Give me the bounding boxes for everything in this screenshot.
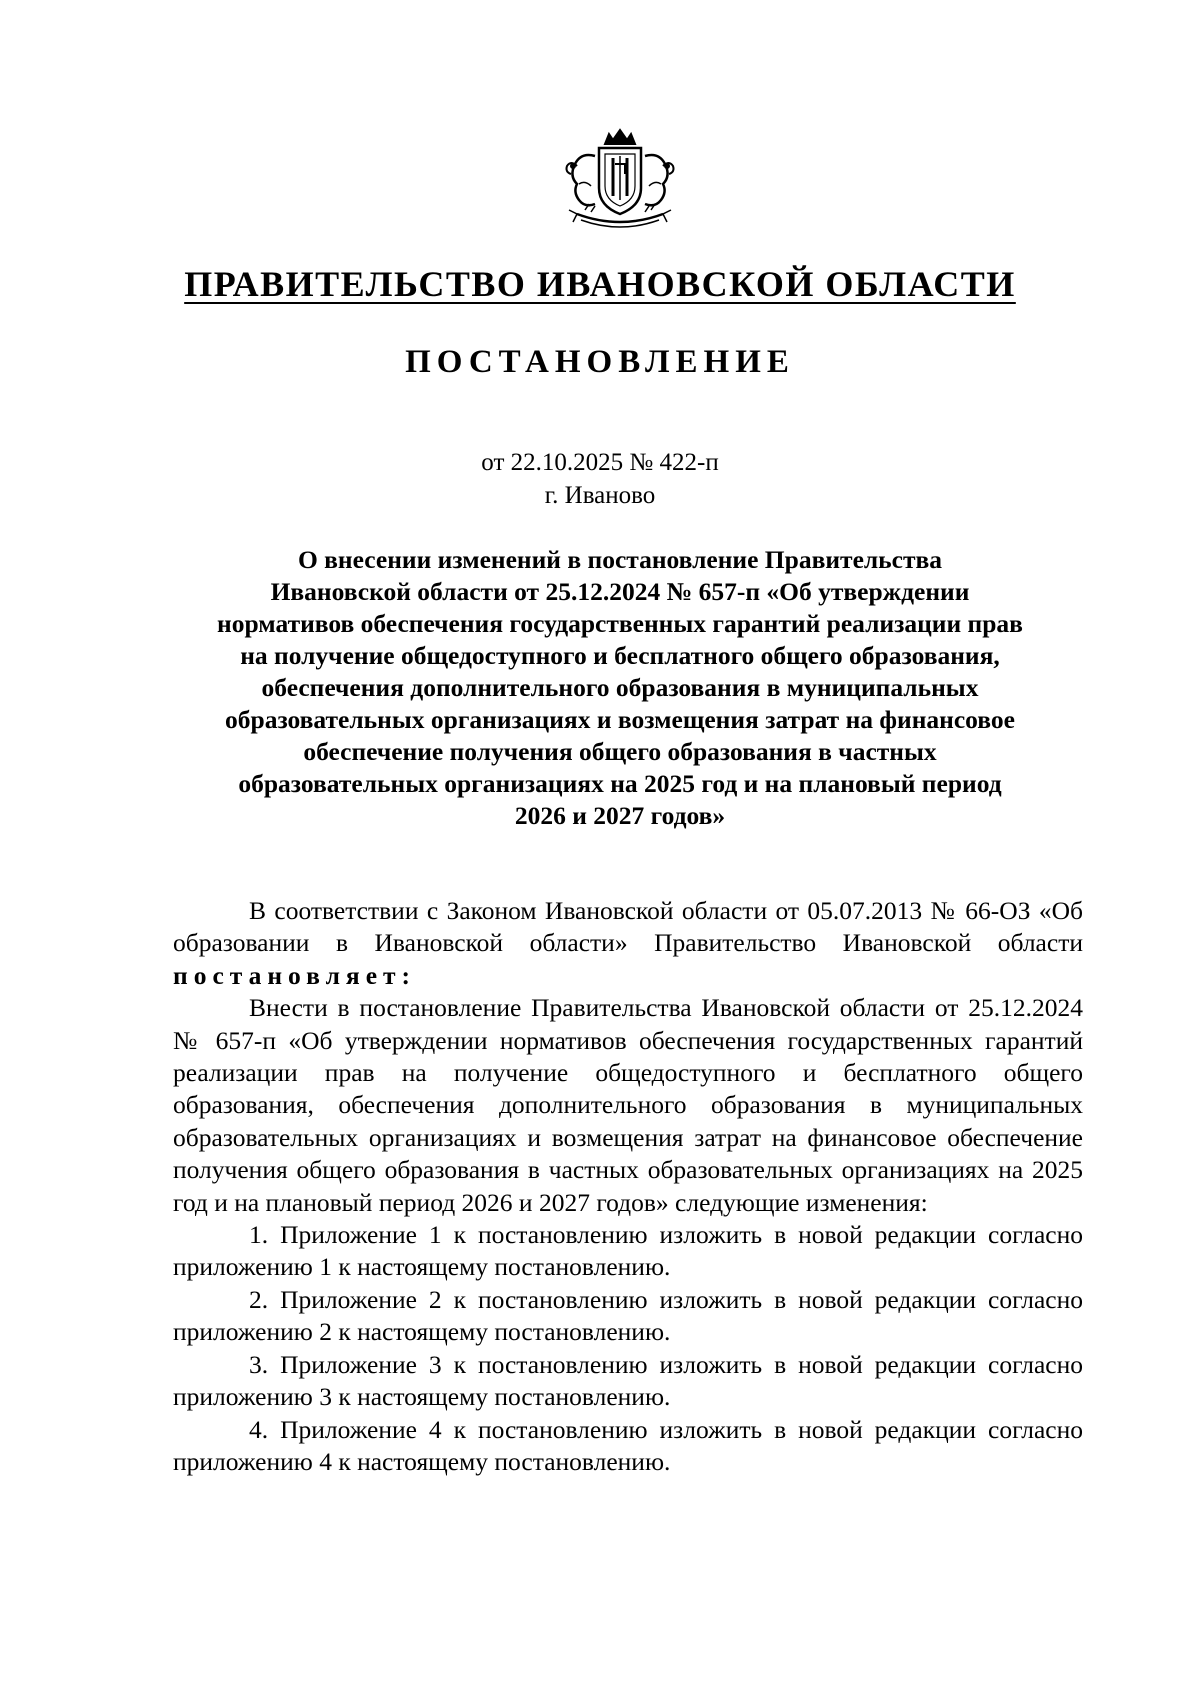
preamble-paragraph: [173, 895, 1083, 992]
subject-line: О внесении изменений в постановление Правительства: [297, 545, 943, 574]
resolves-keyword: постановляет:: [173, 960, 417, 990]
body-paragraph: Внести в постановление Правительства Ивановской области от 25.12.2024 № 657-п «Об утверждении нормативов обеспечения государственных гарантий реализации прав на получение общедоступного и бесплатного общего образования, обеспечения дополнительного образования в муниципальных образовательных организациях и возмещения затрат на финансовое обеспечение получения общего образования в частных образовательных организациях на 2025 год и на плановый период 2026 и 2027 годов» следующие изменения:: [173, 993, 1083, 1217]
document-meta: [0, 446, 1200, 512]
body-paragraph: 4. Приложение 4 к постановлению изложить в новой редакции согласно приложению 4 к настоящему постановлению.: [173, 1414, 1083, 1476]
body-paragraph: 3. Приложение 3 к постановлению изложить в новой редакции согласно приложению 3 к настоящему постановлению.: [173, 1349, 1083, 1412]
subject-line: обеспечения дополнительного образования в муниципальных: [261, 673, 979, 702]
body-paragraph: 1. Приложение 1 к постановлению изложить в новой редакции согласно приложению 1 к настоящему постановлению.: [173, 1220, 1083, 1282]
document-date-number: от 22.10.2025 № 422-п: [481, 449, 719, 476]
subject-line: обеспечение получения общего образования в частных: [303, 737, 937, 766]
subject-line: 2026 и 2027 годов»: [514, 801, 726, 830]
subject-line: на получение общедоступного и бесплатного общего образования,: [240, 641, 1000, 670]
preamble-text: В соответствии с Законом Ивановской области от 05.07.2013 № 66-ОЗ «Об образовании в Ивановской области» Правительство Ивановской области: [173, 896, 1083, 958]
organization-title: ПРАВИТЕЛЬСТВО ИВАНОВСКОЙ ОБЛАСТИ: [184, 264, 1016, 304]
ivanovo-coat-of-arms-icon: [555, 126, 685, 236]
document-type: ПОСТАНОВЛЕНИЕ: [405, 344, 795, 380]
subject-line: образовательных организациях на 2025 год и на плановый период: [238, 769, 1002, 798]
subject-line: Ивановской области от 25.12.2024 № 657-п «Об утверждении: [270, 577, 970, 606]
document-body: [173, 895, 1083, 1478]
subject-line: образовательных организациях и возмещения затрат на финансовое: [225, 705, 1015, 734]
document-subject: [170, 544, 1070, 832]
document-city: г. Иваново: [544, 482, 656, 509]
subject-line: нормативов обеспечения государственных гарантий реализации прав: [217, 609, 1023, 638]
body-paragraph: 2. Приложение 2 к постановлению изложить в новой редакции согласно приложению 2 к настоящему постановлению.: [173, 1284, 1083, 1347]
